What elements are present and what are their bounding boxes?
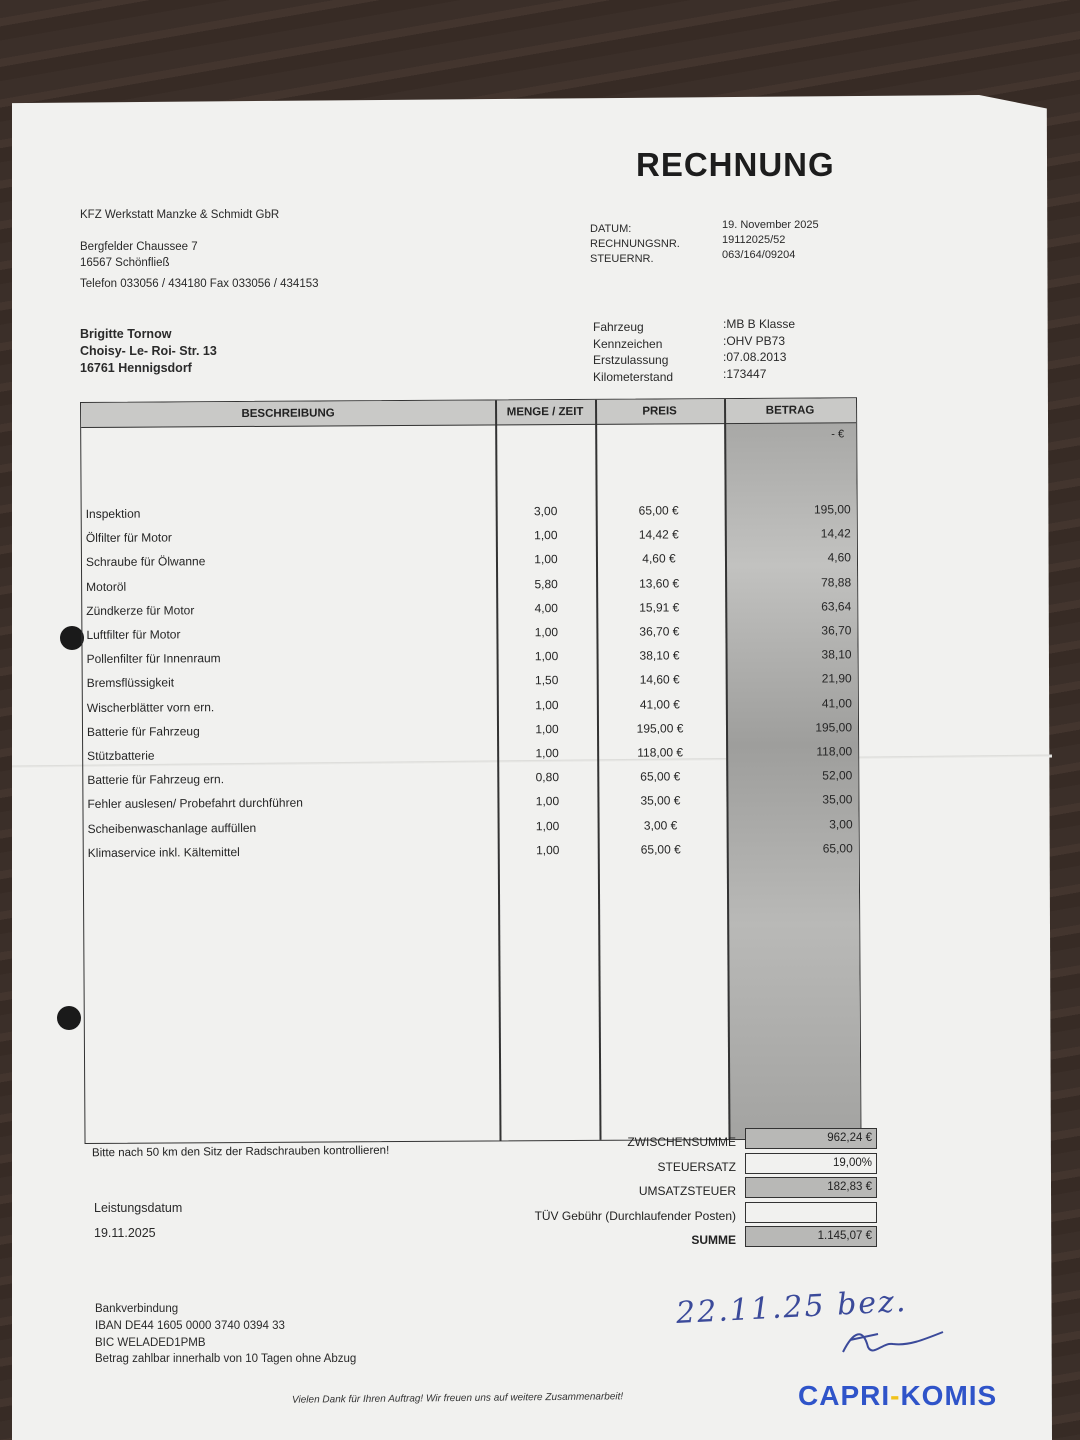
- company-contact: Telefon 033056 / 434180 Fax 033056 / 434153: [80, 278, 319, 290]
- item-quantity: 1,00: [536, 842, 560, 858]
- handwritten-note: 22.11.25 bez.: [675, 1283, 909, 1332]
- currency-header: - €: [831, 428, 845, 441]
- item-description: Wischerblätter vorn ern.: [86, 699, 215, 715]
- item-price: 3,00 €: [643, 817, 678, 833]
- invoice-table: [80, 397, 862, 1144]
- item-description: Scheibenwaschanlage auffüllen: [87, 820, 257, 836]
- note-text: Bitte nach 50 km den Sitz der Radschrauben kontrollieren!: [91, 1144, 390, 1160]
- item-amount: 21,90: [821, 671, 852, 686]
- datum-value: 19. November 2025: [722, 219, 819, 231]
- rechnungsnr-label: RECHNUNGSNR.: [590, 238, 680, 250]
- item-price: 65,00 €: [638, 503, 679, 518]
- item-description: Schraube für Ölwanne: [85, 554, 206, 570]
- item-amount: 65,00: [822, 841, 853, 856]
- kennzeichen-label: Kennzeichen: [593, 336, 663, 351]
- kennzeichen-value: :OHV PB73: [723, 333, 786, 348]
- erstzulassung-label: Erstzulassung: [593, 353, 669, 367]
- item-amount: 36,70: [821, 623, 852, 638]
- steuernr-value: 063/164/09204: [722, 249, 796, 261]
- item-price: 65,00 €: [640, 769, 681, 784]
- bank-iban: IBAN DE44 1605 0000 3740 0394 33: [95, 1320, 285, 1332]
- logo-dash: -: [890, 1380, 901, 1411]
- item-price: 15,91 €: [639, 600, 680, 615]
- header-betrag: BETRAG: [765, 404, 815, 417]
- signature-mark: [838, 1322, 948, 1362]
- item-quantity: 1,00: [535, 721, 559, 737]
- item-quantity: 1,50: [534, 673, 559, 688]
- item-amount: 38,10: [821, 647, 852, 662]
- umsatzsteuer-value: 182,83 €: [745, 1177, 877, 1198]
- item-price: 195,00 €: [636, 721, 684, 736]
- zwischensumme-label: ZWISCHENSUMME: [627, 1135, 736, 1149]
- item-quantity: 5,80: [534, 576, 558, 591]
- kilometerstand-value: :173447: [723, 366, 767, 381]
- thanks-text: Vielen Dank für Ihren Auftrag! Wir freuen uns auf weitere Zusammenarbeit!: [291, 1391, 624, 1406]
- item-price: 36,70 €: [639, 624, 680, 639]
- steuernr-label: STEUERNR.: [590, 253, 654, 265]
- tuev-value: [745, 1202, 877, 1223]
- item-description: Stützbatterie: [87, 748, 155, 763]
- customer-name: Brigitte Tornow: [80, 327, 172, 341]
- item-description: Bremsflüssigkeit: [86, 675, 175, 691]
- item-description: Luftfilter für Motor: [86, 627, 181, 642]
- item-amount: 195,00: [815, 720, 853, 735]
- kilometerstand-label: Kilometerstand: [593, 369, 674, 384]
- company-city: 16567 Schönfließ: [80, 257, 170, 269]
- rechnungsnr-value: 19112025/52: [722, 234, 786, 246]
- item-quantity: 1,00: [534, 552, 558, 567]
- vehicle-labels: [593, 319, 673, 385]
- zwischensumme-value: 962,24 €: [745, 1128, 877, 1149]
- item-price: 13,60 €: [639, 575, 680, 591]
- meta-labels: [590, 222, 680, 267]
- watermark-logo: [798, 1380, 997, 1412]
- table-header: [81, 398, 856, 428]
- fahrzeug-label: Fahrzeug: [593, 320, 644, 334]
- vehicle-values: [723, 316, 795, 382]
- header-preis: PREIS: [642, 405, 677, 418]
- umsatzsteuer-label: UMSATZSTEUER: [638, 1184, 736, 1198]
- item-description: Ölfilter für Motor: [85, 530, 172, 546]
- item-price: 118,00 €: [637, 745, 684, 760]
- item-quantity: 1,00: [535, 794, 560, 809]
- header-beschreibung: BESCHREIBUNG: [241, 407, 335, 421]
- invoice-title: RECHNUNG: [636, 146, 835, 183]
- item-description: Fehler auslesen/ Probefahrt durchführen: [87, 796, 303, 812]
- logo-text-capri: CAPRI: [798, 1380, 891, 1411]
- item-quantity: 1,00: [534, 528, 558, 543]
- bank-bic: BIC WELADED1PMB: [95, 1337, 206, 1349]
- item-quantity: 1,00: [535, 818, 560, 833]
- item-quantity: 1,00: [534, 649, 559, 664]
- item-price: 41,00 €: [639, 696, 680, 712]
- item-amount: 3,00: [829, 816, 853, 832]
- summe-value: 1.145,07 €: [745, 1226, 877, 1247]
- header-menge: MENGE / ZEIT: [506, 405, 584, 419]
- item-amount: 195,00: [813, 502, 851, 517]
- summe-label: SUMME: [691, 1233, 736, 1247]
- item-amount: 35,00: [822, 792, 853, 807]
- item-price: 35,00 €: [640, 793, 681, 808]
- leistungsdatum-value: 19.11.2025: [94, 1226, 156, 1240]
- item-price: 38,10 €: [639, 648, 680, 663]
- item-amount: 118,00: [816, 744, 853, 759]
- meta-values: [722, 218, 819, 263]
- bank-label: Bankverbindung: [95, 1303, 179, 1315]
- item-amount: 52,00: [822, 768, 853, 783]
- item-quantity: 0,80: [535, 770, 560, 785]
- company-name: KFZ Werkstatt Manzke & Schmidt GbR: [80, 209, 280, 221]
- item-description: Batterie für Fahrzeug: [86, 724, 200, 739]
- erstzulassung-value: :07.08.2013: [723, 350, 787, 364]
- payment-terms: Betrag zahlbar innerhalb von 10 Tagen ohne Abzug: [95, 1353, 357, 1365]
- item-description: Klimaservice inkl. Kältemittel: [87, 844, 240, 860]
- item-description: Motoröl: [86, 579, 127, 594]
- item-description: Batterie für Fahrzeug ern.: [87, 772, 225, 788]
- item-quantity: 1,00: [534, 625, 559, 640]
- item-quantity: 1,00: [535, 746, 559, 761]
- item-description: Pollenfilter für Innenraum: [86, 651, 221, 667]
- customer-city: 16761 Hennigsdorf: [80, 361, 192, 375]
- tuev-label: TÜV Gebühr (Durchlaufender Posten): [534, 1209, 736, 1223]
- logo-text-komis: KOMIS: [900, 1380, 998, 1411]
- item-price: 4,60 €: [642, 551, 676, 566]
- company-street: Bergfelder Chaussee 7: [80, 241, 198, 253]
- datum-label: DATUM:: [590, 223, 632, 235]
- item-quantity: 3,00: [533, 504, 558, 519]
- item-amount: 14,42: [820, 526, 851, 541]
- item-amount: 41,00: [821, 695, 852, 711]
- fahrzeug-value: :MB B Klasse: [723, 317, 796, 331]
- item-amount: 4,60: [827, 550, 852, 565]
- item-quantity: 1,00: [535, 697, 559, 712]
- item-price: 65,00 €: [640, 842, 681, 857]
- item-quantity: 4,00: [534, 600, 558, 616]
- leistungsdatum-label: Leistungsdatum: [94, 1201, 183, 1215]
- item-description: Zündkerze für Motor: [86, 603, 195, 618]
- item-amount: 63,64: [821, 599, 852, 614]
- customer-street: Choisy- Le- Roi- Str. 13: [80, 344, 217, 358]
- steuersatz-value: 19,00%: [745, 1153, 877, 1174]
- item-price: 14,42 €: [638, 527, 679, 542]
- item-amount: 78,88: [821, 574, 852, 590]
- punch-hole: [57, 1006, 81, 1030]
- item-description: Inspektion: [85, 506, 141, 521]
- item-price: 14,60 €: [639, 672, 680, 687]
- steuersatz-label: STEUERSATZ: [657, 1160, 736, 1174]
